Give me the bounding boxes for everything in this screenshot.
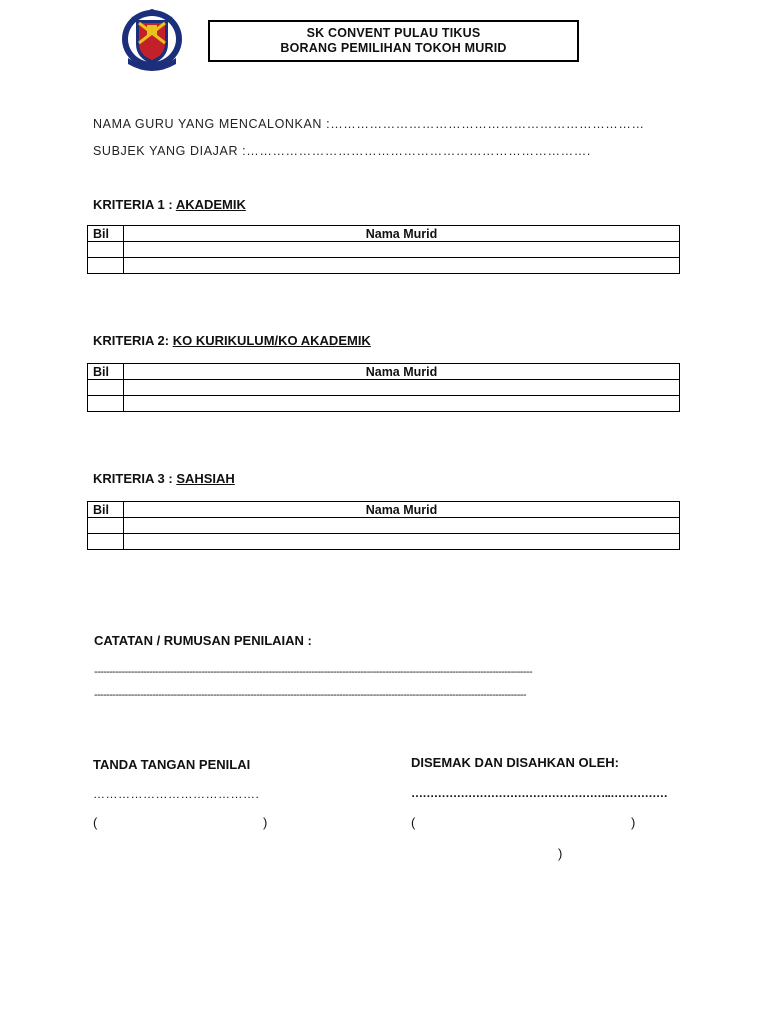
- table-row[interactable]: [88, 242, 680, 258]
- disahkan-name-open-paren: (: [411, 815, 416, 830]
- col-bil: Bil: [88, 502, 124, 518]
- penilai-name-open-paren: (: [93, 815, 98, 830]
- school-name: SK CONVENT PULAU TIKUS: [306, 26, 481, 40]
- table-header-row: [88, 364, 680, 380]
- criteria-1-name: AKADEMIK: [175, 197, 246, 212]
- disahkan-name-close-paren: ): [631, 815, 636, 830]
- col-nama-murid: Nama Murid: [124, 226, 680, 242]
- catatan-line-2[interactable]: ---------------------------------------------------------------------------------------------------------------------------------------------: [94, 689, 526, 701]
- col-bil: Bil: [88, 364, 124, 380]
- criteria-1-heading: [93, 197, 246, 212]
- school-crest-logo: [120, 8, 184, 74]
- table-header-row: [88, 502, 680, 518]
- table-row[interactable]: [88, 534, 680, 550]
- col-nama-murid: Nama Murid: [124, 364, 680, 380]
- col-nama-murid: Nama Murid: [124, 502, 680, 518]
- col-bil: Bil: [88, 226, 124, 242]
- disahkan-extra-close-paren: ): [558, 846, 563, 861]
- subject-line: SUBJEK YANG DIAJAR :…………………………………………………………………….: [93, 144, 591, 158]
- penilai-signature-line[interactable]: ………………………………….: [93, 787, 260, 801]
- disahkan-title: DISEMAK DAN DISAHKAN OLEH:: [411, 755, 619, 770]
- criteria-2-table: [87, 363, 680, 412]
- penilai-name-close-paren: ): [263, 815, 268, 830]
- criteria-3-table: [87, 501, 680, 550]
- form-title: BORANG PEMILIHAN TOKOH MURID: [280, 41, 507, 55]
- teacher-name-line: NAMA GURU YANG MENCALONKAN :………………………………………………………………: [93, 117, 645, 131]
- criteria-3-prefix: KRITERIA 3 :: [93, 471, 177, 486]
- criteria-1-table: [87, 225, 680, 274]
- table-row[interactable]: [88, 518, 680, 534]
- penilai-signature-title: TANDA TANGAN PENILAI: [93, 757, 251, 772]
- criteria-2-heading: [93, 333, 371, 348]
- form-title-box: [208, 20, 579, 62]
- catatan-title: CATATAN / RUMUSAN PENILAIAN :: [94, 633, 312, 648]
- criteria-2-name: KO KURIKULUM/KO AKADEMIK: [172, 333, 371, 348]
- table-row[interactable]: [88, 396, 680, 412]
- criteria-3-heading: [93, 471, 235, 486]
- criteria-3-name: SAHSIAH: [176, 471, 235, 486]
- criteria-1-prefix: KRITERIA 1 :: [93, 197, 176, 212]
- table-header-row: [88, 226, 680, 242]
- table-row[interactable]: [88, 380, 680, 396]
- table-row[interactable]: [88, 258, 680, 274]
- catatan-line-1[interactable]: -----------------------------------------------------------------------------------------------------------------------------------------------: [94, 666, 533, 678]
- criteria-2-prefix: KRITERIA 2:: [93, 333, 173, 348]
- disahkan-signature-line[interactable]: ……………………………………………..……………: [411, 786, 668, 800]
